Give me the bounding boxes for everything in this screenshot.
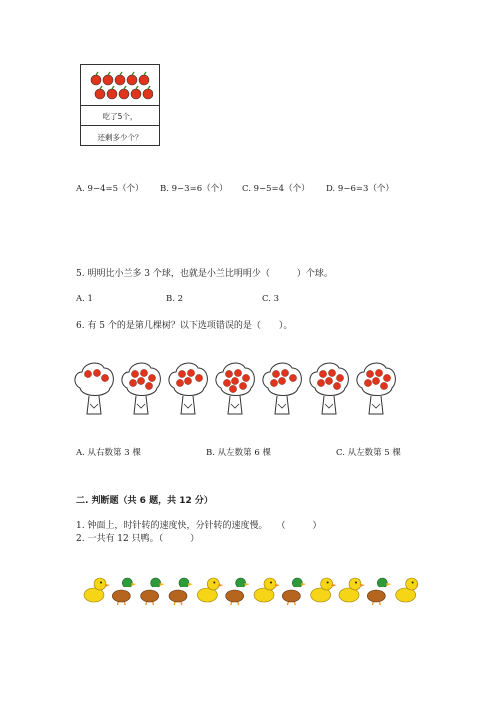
judgement-item-1: 1. 钟面上，时针转的速度快，分针转的速度慢。 （ ） <box>76 521 322 531</box>
ducks-illustration <box>78 574 418 606</box>
q6-option-a[interactable]: A. 从右数第 3 棵 <box>76 448 141 458</box>
red-apple-icon <box>119 86 129 99</box>
red-apple-icon <box>107 86 117 99</box>
apple-trees-illustration <box>72 358 402 420</box>
mallard-duck-icon <box>282 578 306 605</box>
apple-tree-icon <box>169 363 207 414</box>
yellow-duckling-icon <box>197 578 223 602</box>
mallard-duck-icon <box>169 578 193 605</box>
q4-option-a[interactable]: A. 9−4=5（个） <box>76 184 144 194</box>
yellow-duckling-icon <box>339 578 365 602</box>
section-title-judgement: 二. 判断题（共 6 题，共 12 分） <box>76 496 213 506</box>
apple-tree-icon <box>357 363 395 414</box>
apple-tree-icon <box>310 363 348 414</box>
q4-option-b[interactable]: B. 9−3=6（个） <box>160 184 228 194</box>
yellow-duckling-icon <box>84 578 110 602</box>
mallard-duck-icon <box>226 578 250 605</box>
q6-option-c[interactable]: C. 从左数第 5 棵 <box>336 448 401 458</box>
yellow-duckling-icon <box>311 578 337 602</box>
yellow-duckling-icon <box>254 578 280 602</box>
apple-tree-icon <box>216 363 254 414</box>
red-apple-icon <box>139 72 149 85</box>
red-apple-icon <box>127 72 137 85</box>
mallard-duck-icon <box>141 578 165 605</box>
picture-divider <box>81 125 159 126</box>
q5-question: 5. 明明比小兰多 3 个球，也就是小兰比明明少（ ）个球。 <box>76 269 333 279</box>
mallard-duck-icon <box>112 578 136 605</box>
q5-option-b[interactable]: B. 2 <box>166 294 184 304</box>
q4-option-d[interactable]: D. 9−6=3（个） <box>326 184 394 194</box>
yellow-duckling-icon <box>396 578 418 602</box>
red-apple-icon <box>143 86 153 99</box>
q4-picture-box <box>80 64 160 146</box>
caption-eaten: 吃了5个， <box>102 112 138 121</box>
red-apple-icon <box>131 86 141 99</box>
apple-tree-icon <box>122 363 160 414</box>
red-apple-icon <box>115 72 125 85</box>
apple-tree-icon <box>75 363 113 414</box>
apples-illustration <box>89 71 153 103</box>
q6-option-b[interactable]: B. 从左数第 6 棵 <box>206 448 271 458</box>
judgement-item-2: 2. 一共有 12 只鸭。（ ） <box>76 534 200 544</box>
red-apple-icon <box>103 72 113 85</box>
q4-option-c[interactable]: C. 9−5=4（个） <box>242 184 310 194</box>
apple-tree-icon <box>263 363 301 414</box>
q5-option-a[interactable]: A. 1 <box>76 294 93 304</box>
picture-divider <box>81 105 159 106</box>
mallard-duck-icon <box>367 578 391 605</box>
caption-remaining: 还剩多少个？ <box>97 133 143 142</box>
red-apple-icon <box>91 72 101 85</box>
red-apple-icon <box>95 86 105 99</box>
q6-question: 6. 有 5 个的是第几棵树？以下选项错误的是（ ）。 <box>76 321 293 331</box>
q5-option-c[interactable]: C. 3 <box>262 294 280 304</box>
